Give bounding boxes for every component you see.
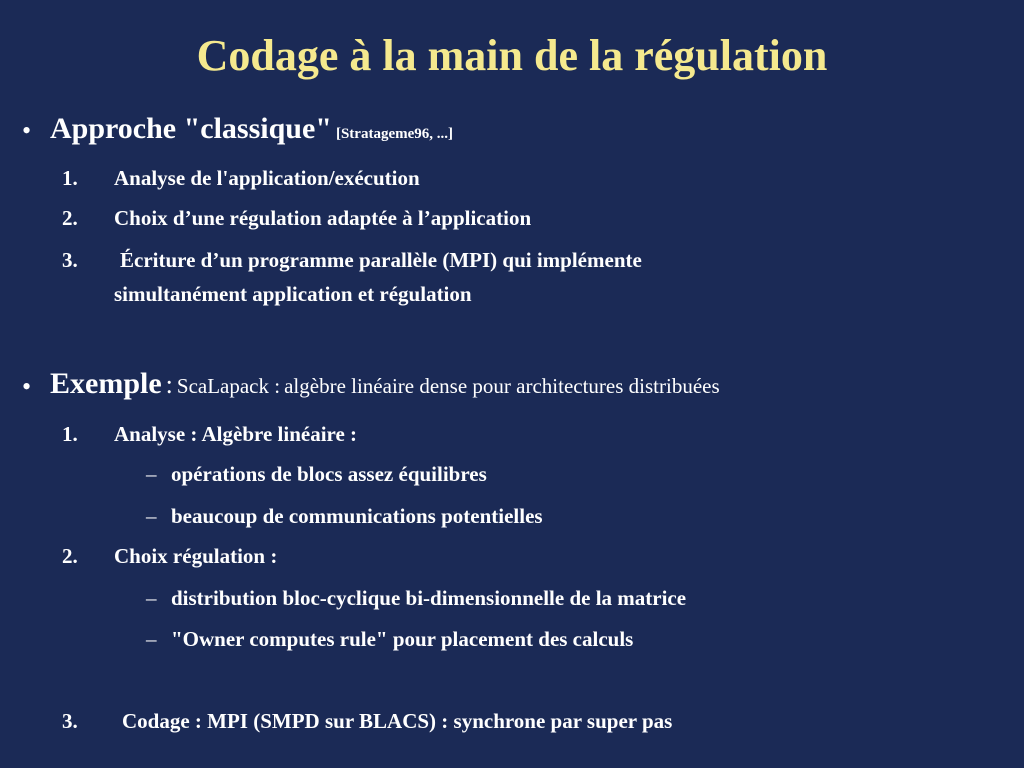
item-analyse-algebre: Analyse : Algèbre linéaire : [114, 422, 358, 446]
item-number: 1. [62, 422, 78, 446]
section-approche-reference: [Stratageme96, ...] [335, 126, 453, 142]
item-number: 3. [62, 248, 78, 272]
item-number: 1. [62, 166, 78, 190]
item-analyse: Analyse de l'application/exécution [114, 166, 420, 190]
item-number: 3. [62, 709, 78, 733]
sub-item-distribution: distribution bloc-cyclique bi-dimensionnelle de la matrice [171, 586, 687, 610]
item-number: 2. [62, 206, 78, 230]
sub-item-dash: – [146, 504, 157, 528]
sub-item-owner-computes: "Owner computes rule" pour placement des calculs [171, 627, 634, 651]
section-exemple-heading: Exemple [50, 367, 162, 400]
sub-item-operations: opérations de blocs assez équilibres [171, 462, 487, 486]
sub-item-dash: – [146, 462, 157, 486]
section-exemple-heading-line [50, 367, 720, 401]
item-ecriture-line1: Écriture d’un programme parallèle (MPI) qui implémente [120, 248, 642, 272]
section-exemple-description: algèbre linéaire dense pour architectures distribuées [284, 374, 720, 398]
section-exemple-subject: ScaLapack : [176, 374, 281, 398]
item-ecriture-line2: simultanément application et régulation [114, 282, 472, 306]
section-exemple-separator: : [165, 370, 173, 399]
slide-title: Codage à la main de la régulation [196, 31, 828, 80]
item-number: 2. [62, 544, 78, 568]
item-choix-regulation: Choix régulation : [114, 544, 278, 568]
item-choix: Choix d’une régulation adaptée à l’application [114, 206, 532, 230]
sub-item-dash: – [146, 627, 157, 651]
sub-item-dash: – [146, 586, 157, 610]
sub-item-communications: beaucoup de communications potentielles [171, 504, 543, 528]
section-approche-heading-line [50, 112, 453, 146]
section-approche-heading: Approche "classique" [50, 112, 332, 145]
bullet-exemple: • [22, 372, 32, 401]
item-codage: Codage : MPI (SMPD sur BLACS) : synchrone par super pas [122, 709, 673, 733]
bullet-approche: • [22, 116, 32, 145]
